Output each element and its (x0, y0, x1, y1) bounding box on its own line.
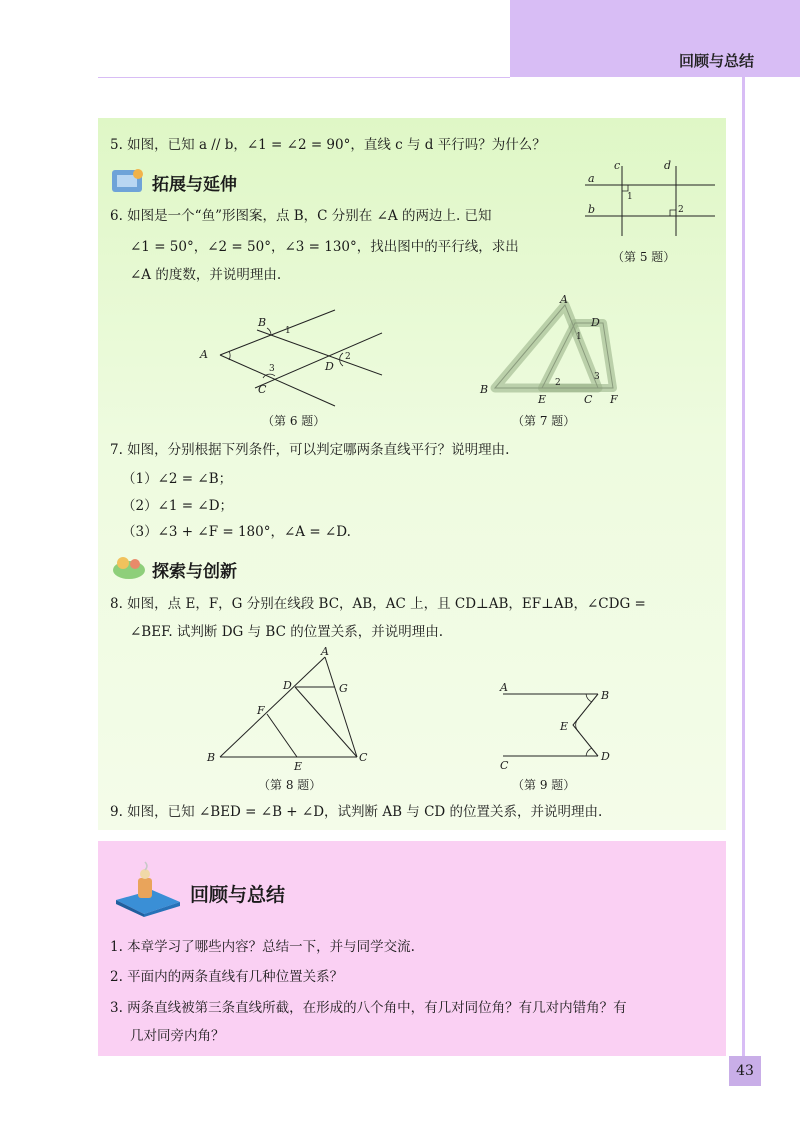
label-D: D (283, 679, 292, 692)
section-explore-title: 探索与创新 (152, 562, 237, 582)
label-3: 3 (269, 364, 275, 374)
question-7-cond1: （1）∠2 = ∠B； (122, 471, 233, 487)
question-6-line1: 6. 如图是一个“鱼”形图案，点 B，C 分别在 ∠A 的两边上. 已知 (110, 208, 492, 224)
label-B: B (601, 689, 610, 702)
side-bar (742, 77, 745, 1057)
summary-item-2: 2. 平面内的两条直线有几种位置关系？ (110, 969, 344, 985)
caption-figure-6: （第 6 题） (262, 414, 326, 428)
summary-item-1: 1. 本章学习了哪些内容？总结一下，并与同学交流. (110, 939, 415, 955)
label-2: 2 (678, 205, 684, 215)
label-D: D (591, 316, 600, 329)
section-extend-title: 拓展与延伸 (152, 175, 237, 195)
header-title: 回顾与总结 (678, 52, 754, 70)
question-9: 9. 如图，已知 ∠BED = ∠B + ∠D，试判断 AB 与 CD 的位置关系，并说明理由. (110, 804, 603, 820)
label-A: A (560, 293, 568, 306)
label-1: 1 (576, 332, 582, 342)
label-2: 2 (345, 352, 351, 362)
page-number: 43 (729, 1056, 761, 1086)
label-C: C (584, 393, 593, 406)
label-B: B (207, 751, 216, 764)
label-2: 2 (555, 378, 561, 388)
label-A: A (321, 645, 329, 658)
label-A: A (200, 348, 208, 361)
question-7-cond3: （3）∠3 + ∠F = 180°，∠A = ∠D. (122, 524, 351, 540)
figure-6 (195, 308, 395, 408)
figure-7 (478, 293, 628, 408)
label-C: C (500, 759, 509, 772)
question-8-line1: 8. 如图，点 E，F，G 分别在线段 BC，AB，AC 上，且 CD⊥AB，EF⊥AB，∠CDG = (110, 596, 646, 612)
question-7-line1: 7. 如图，分别根据下列条件，可以判定哪两条直线平行？说明理由. (110, 442, 510, 458)
book-icon (112, 860, 182, 918)
label-E: E (560, 720, 569, 733)
label-b: b (588, 203, 596, 216)
header-tab (510, 0, 800, 77)
explore-section-icon (110, 553, 148, 581)
figure-8 (205, 645, 375, 773)
question-7-cond2: （2）∠1 = ∠D； (122, 498, 234, 514)
label-F: F (610, 393, 618, 406)
caption-figure-5: （第 5 题） (612, 250, 676, 264)
label-1: 1 (627, 192, 633, 202)
question-5: 5. 如图，已知 a // b，∠1 = ∠2 = 90°，直线 c 与 d 平行吗？为什么？ (110, 137, 546, 153)
label-F: F (257, 704, 265, 717)
label-D: D (601, 750, 610, 763)
question-6-line2: ∠1 = 50°，∠2 = 50°，∠3 = 130°，找出图中的平行线，求出 (130, 239, 519, 255)
label-3: 3 (594, 372, 600, 382)
label-E: E (294, 760, 303, 773)
label-E: E (538, 393, 547, 406)
caption-figure-9: （第 9 题） (512, 778, 576, 792)
summary-title: 回顾与总结 (190, 884, 286, 906)
label-B: B (258, 316, 267, 329)
label-c: c (614, 159, 621, 172)
label-G: G (339, 682, 348, 695)
summary-item-3-line2: 几对同旁内角？ (130, 1028, 225, 1044)
label-C: C (258, 383, 267, 396)
label-d: d (664, 159, 672, 172)
question-6-line3: ∠A 的度数，并说明理由. (130, 267, 282, 283)
figure-5 (580, 158, 720, 238)
extend-section-icon (110, 166, 146, 196)
label-a: a (588, 172, 595, 185)
label-B: B (480, 383, 489, 396)
figure-9 (498, 680, 618, 770)
label-A: A (500, 681, 508, 694)
label-C: C (359, 751, 368, 764)
question-8-line2: ∠BEF. 试判断 DG 与 BC 的位置关系，并说明理由. (130, 624, 443, 640)
label-D: D (325, 360, 334, 373)
summary-item-3-line1: 3. 两条直线被第三条直线所截，在形成的八个角中，有几对同位角？有几对内错角？有 (110, 1000, 627, 1016)
label-1: 1 (285, 326, 291, 336)
header-rule (98, 77, 510, 78)
caption-figure-7: （第 7 题） (512, 414, 576, 428)
caption-figure-8: （第 8 题） (258, 778, 322, 792)
